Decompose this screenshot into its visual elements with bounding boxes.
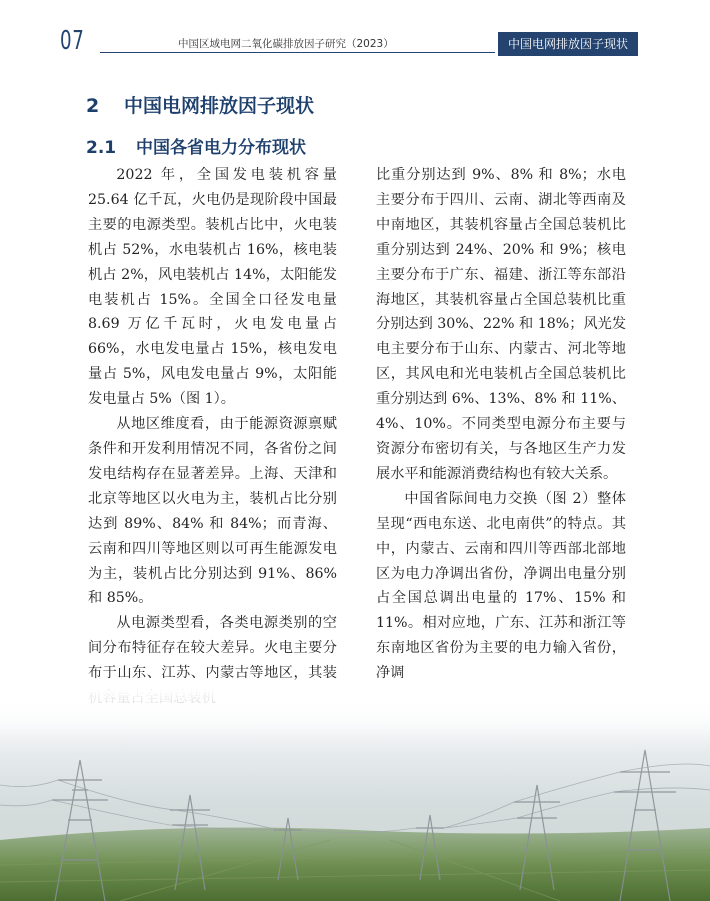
section-title: 中国电网排放因子现状 xyxy=(124,95,315,117)
subsection-number: 2.1 xyxy=(86,138,117,158)
paragraph: 比重分别达到 9%、8% 和 8%；水电主要分布于四川、云南、湖北等西南及中南地区，其装机容量占全国总装机比重分别达到 24%、20% 和 9%；核电主要分布于广东、福建、浙江等东部沿海地区，其装机容量占全国总装机比重分别达到 30%、22% 和 18%；风光发电主要分布于山东、内蒙古、河北等地区，其风电和光电装机占全国总装机比重分别达到 6%、13%、8% 和 11%、4%、10%。不同类型电源分布主要与资源分布密切有关，与各地区生产力发展水平和能源消费结构也有较大关系。 xyxy=(376,167,627,482)
body-column-left xyxy=(88,163,337,711)
body-column-right xyxy=(376,163,626,686)
subsection-title: 中国各省电力分布现状 xyxy=(136,138,306,158)
section-heading xyxy=(86,91,314,118)
header-rule xyxy=(100,52,495,53)
transmission-towers-illustration xyxy=(0,690,710,901)
power-grid-photo xyxy=(0,690,710,901)
chapter-tab: 中国电网排放因子现状 xyxy=(498,32,638,56)
paragraph: 2022 年，全国发电装机容量25.64 亿千瓦，火电仍是现阶段中国最主要的电源类型。装机占比中，火电装机占 52%，水电装机占 16%，核电装机占 2%，风电装机占 14%，太阳能发电装机占 15%。全国全口径发电量 8.69 万亿千瓦时，火电发电量占 66%，水电发电量占 15%，核电发电量占 5%，风电发电量占 9%，太阳能发电量占 5%（图 1）。 xyxy=(88,167,337,408)
subsection-heading xyxy=(86,133,306,158)
paragraph: 中国省际间电力交换（图 2）整体呈现“西电东送、北电南供”的特点。其中，内蒙古、云南和四川等西部北部地区为电力净调出省份，净调出电量分别占全国总调出电量的 17%、15% 和 11%。相对应地，广东、江苏和浙江等东南地区省份为主要的电力输入省份，净调 xyxy=(376,490,626,682)
section-number: 2 xyxy=(86,95,100,117)
page-number: 07 xyxy=(60,26,85,56)
running-header-title: 中国区域电网二氧化碳排放因子研究（2023） xyxy=(178,38,394,50)
paragraph: 从地区维度看，由于能源资源禀赋条件和开发利用情况不同，各省份之间发电结构存在显著差异。上海、天津和北京等地区以火电为主，装机占比分别达到 89%、84% 和 84%；而青海、云南和四川等地区则以可再生能源发电为主，装机占比分别达到 91%、86% 和 85%。 xyxy=(88,416,337,607)
paragraph: 从电源类型看，各类电源类别的空间分布特征存在较大差异。火电主要分布于山东、江苏、内蒙古等地区，其装 xyxy=(88,615,337,682)
